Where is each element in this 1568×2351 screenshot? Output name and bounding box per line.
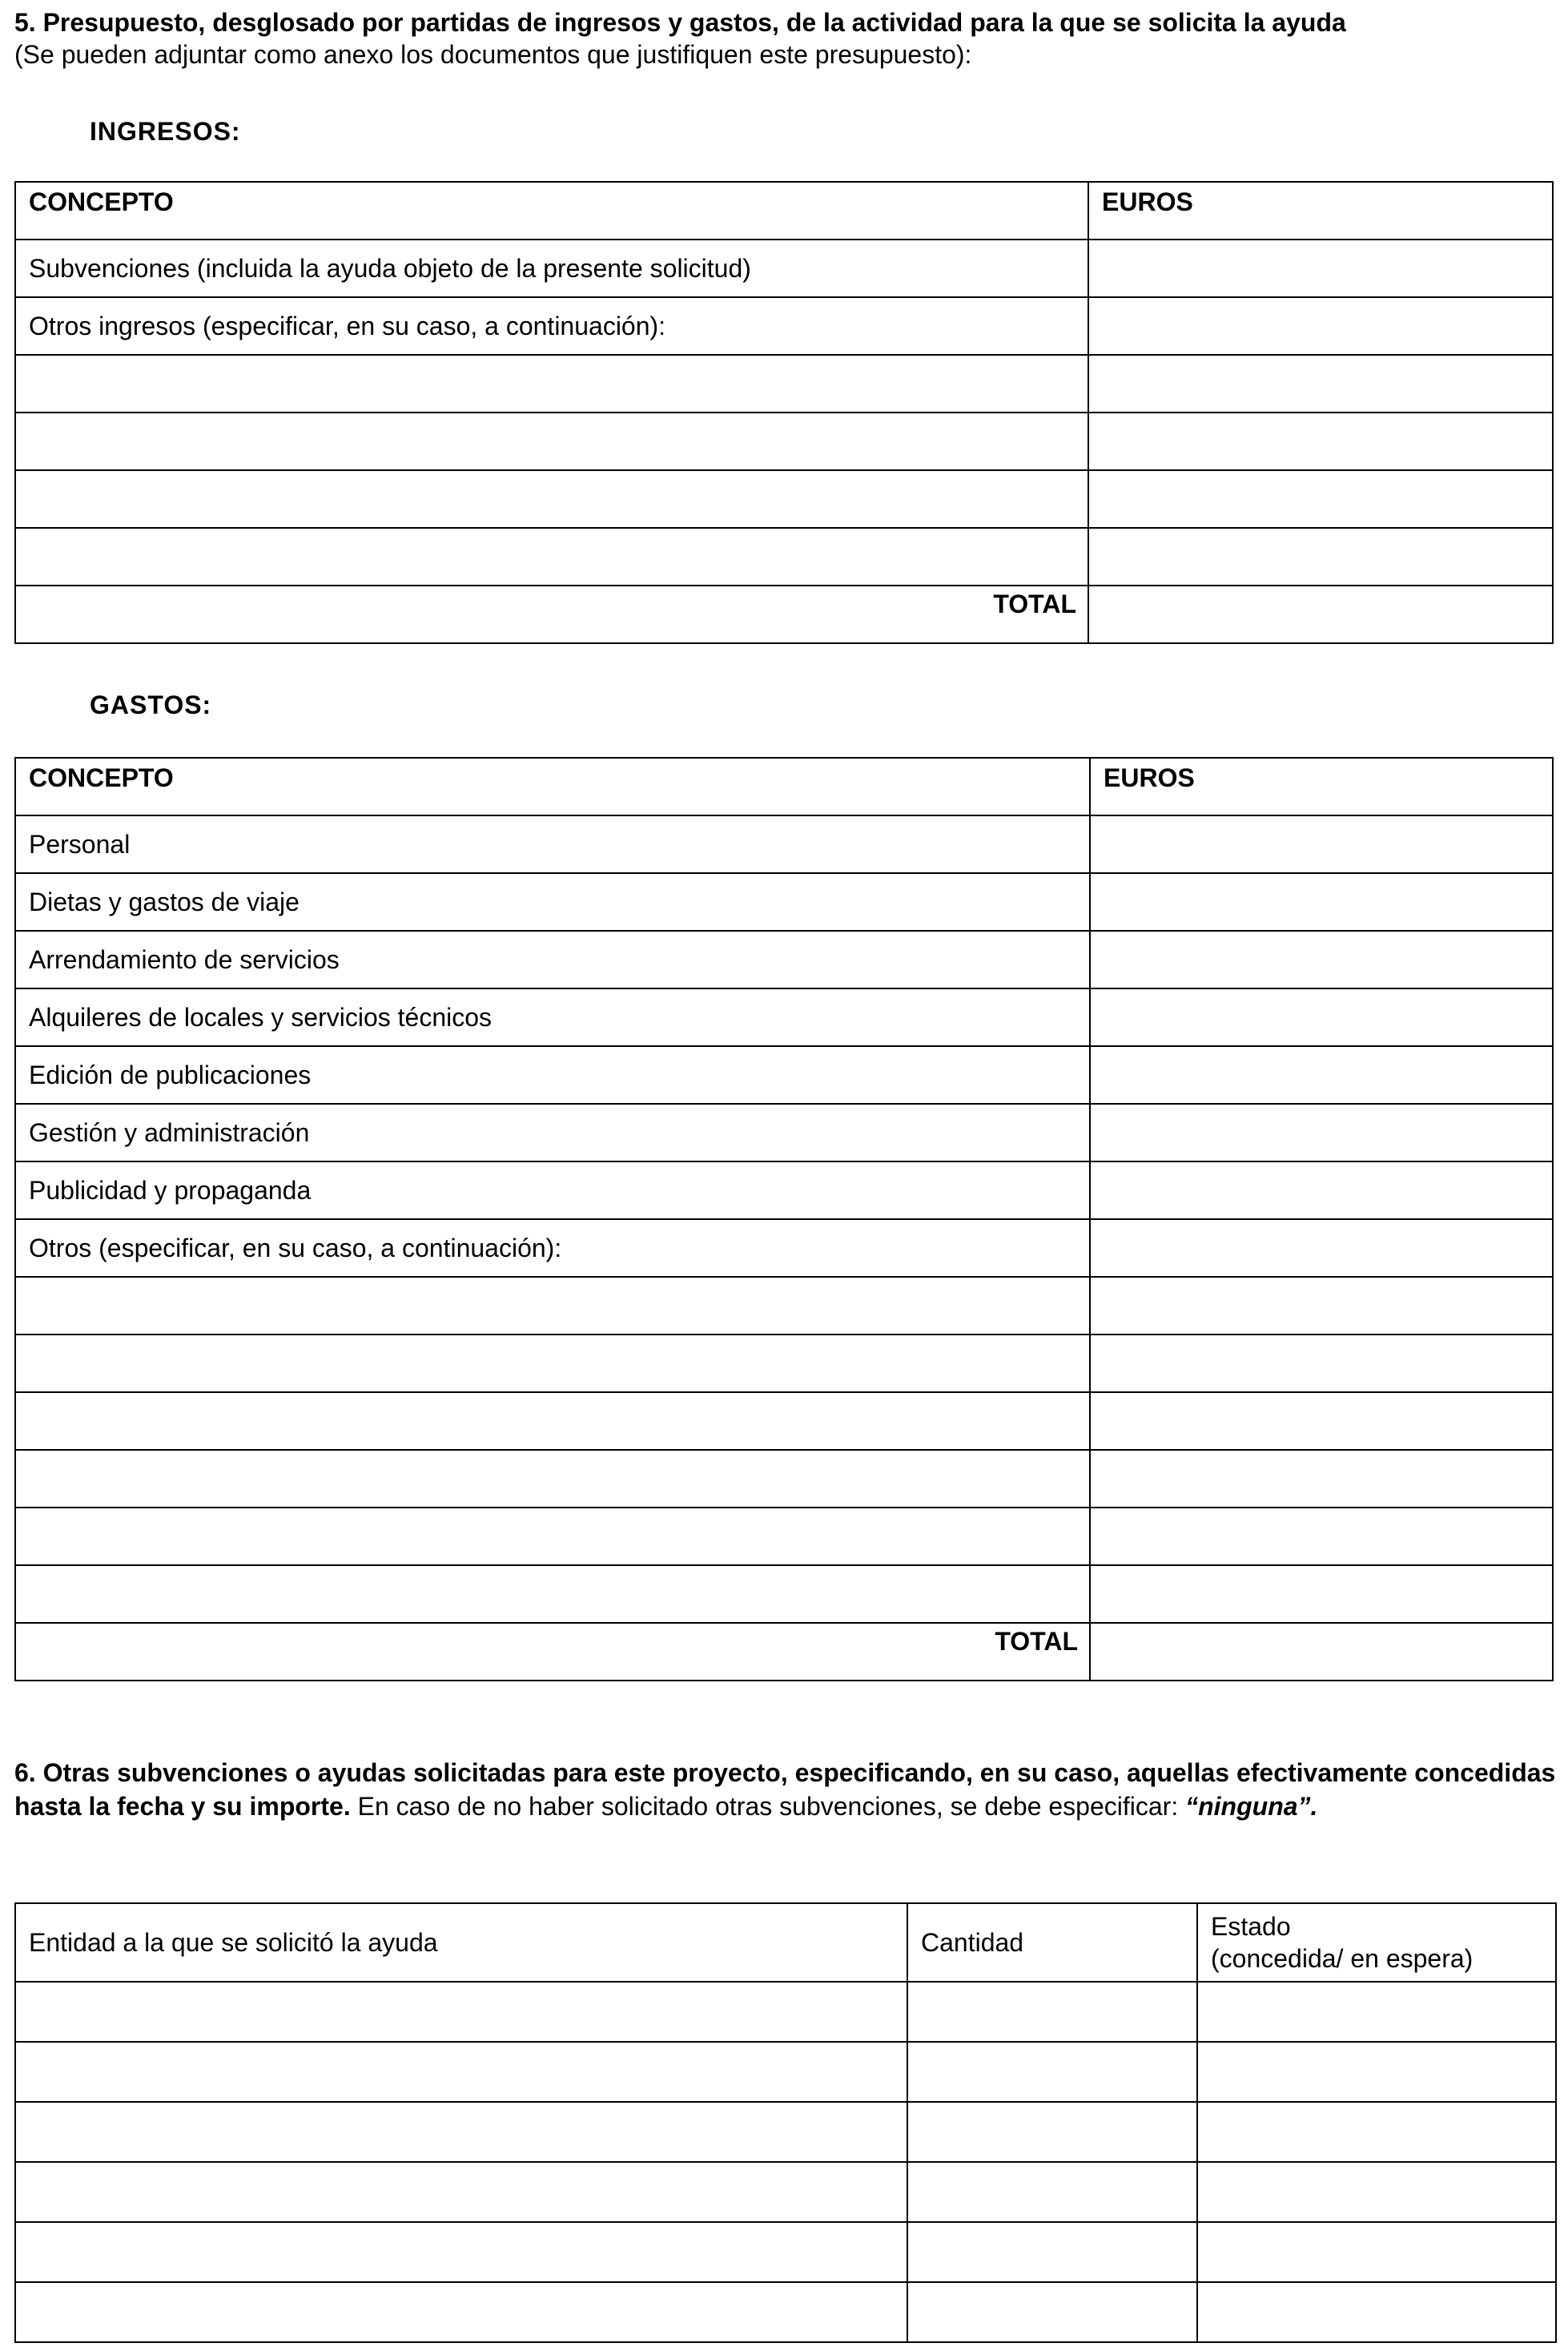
euros-input-cell[interactable] <box>1088 355 1553 413</box>
section-6-heading <box>14 1756 1560 1823</box>
section-6-example: “ninguna”. <box>1185 1792 1318 1821</box>
concept-input-cell[interactable] <box>15 1450 1090 1508</box>
column-header-euros: EUROS <box>1088 182 1553 240</box>
table-row <box>15 2042 1556 2102</box>
status-input-cell[interactable] <box>1197 2222 1556 2282</box>
euros-input-cell[interactable] <box>1088 413 1553 470</box>
estado-line-2: (concedida/ en espera) <box>1211 1944 1474 1973</box>
concept-input-cell[interactable] <box>15 470 1088 528</box>
table-row <box>15 470 1553 528</box>
euros-input-cell[interactable] <box>1090 1161 1553 1219</box>
concept-input-cell[interactable] <box>15 1335 1090 1392</box>
status-input-cell[interactable] <box>1197 1982 1556 2042</box>
euros-input-cell[interactable] <box>1088 240 1553 297</box>
total-label: TOTAL <box>15 586 1088 643</box>
section-6-title: 6. Otras subvenciones o ayudas solicitadas para este proyecto, especificando, en su caso, aquellas efectivamente concedidas hasta la fecha y su importe. <box>14 1758 1556 1821</box>
table-row <box>15 1277 1553 1335</box>
table-row <box>15 815 1553 873</box>
euros-input-cell[interactable] <box>1090 1104 1553 1161</box>
table-row <box>15 1565 1553 1623</box>
table-row <box>15 2282 1556 2342</box>
entity-input-cell[interactable] <box>15 1982 907 2042</box>
concept-cell: Gestión y administración <box>15 1104 1090 1161</box>
section-6-instruction: En caso de no haber solicitado otras subvenciones, se debe especificar <box>350 1792 1172 1821</box>
concept-input-cell[interactable] <box>15 413 1088 470</box>
concept-cell: Subvenciones (incluida la ayuda objeto de la presente solicitud) <box>15 240 1088 297</box>
table-row <box>15 1046 1553 1104</box>
table-row <box>15 2162 1556 2222</box>
amount-input-cell[interactable] <box>907 2162 1197 2222</box>
concept-cell: Otros (especificar, en su caso, a continuación): <box>15 1219 1090 1277</box>
table-row <box>15 1104 1553 1161</box>
concept-cell: Dietas y gastos de viaje <box>15 873 1090 931</box>
table-row <box>15 355 1553 413</box>
euros-input-cell[interactable] <box>1090 1565 1553 1623</box>
status-input-cell[interactable] <box>1197 2042 1556 2102</box>
gastos-table <box>14 757 1554 1681</box>
concept-input-cell[interactable] <box>15 1508 1090 1565</box>
table-row <box>15 2222 1556 2282</box>
entity-input-cell[interactable] <box>15 2282 907 2342</box>
total-row <box>15 586 1553 643</box>
status-input-cell[interactable] <box>1197 2282 1556 2342</box>
concept-input-cell[interactable] <box>15 528 1088 586</box>
section-5-note: (Se pueden adjuntar como anexo los documentos que justifiquen este presupuesto): <box>14 40 972 69</box>
concept-input-cell[interactable] <box>15 1392 1090 1450</box>
amount-input-cell[interactable] <box>907 2042 1197 2102</box>
table-row <box>15 240 1553 297</box>
ingresos-table <box>14 181 1554 644</box>
table-header-row <box>15 1903 1556 1982</box>
column-header-concepto: CONCEPTO <box>15 758 1090 815</box>
euros-input-cell[interactable] <box>1090 1392 1553 1450</box>
table-row <box>15 2102 1556 2162</box>
otras-ayudas-table <box>14 1902 1557 2343</box>
table-row <box>15 1161 1553 1219</box>
euros-input-cell[interactable] <box>1088 528 1553 586</box>
table-header-row <box>15 182 1553 240</box>
concept-cell: Edición de publicaciones <box>15 1046 1090 1104</box>
euros-input-cell[interactable] <box>1090 1277 1553 1335</box>
euros-input-cell[interactable] <box>1090 931 1553 988</box>
amount-input-cell[interactable] <box>907 2222 1197 2282</box>
section-6-colon: : <box>1171 1792 1186 1821</box>
table-row <box>15 988 1553 1046</box>
total-label: TOTAL <box>15 1623 1090 1681</box>
concept-cell: Publicidad y propaganda <box>15 1161 1090 1219</box>
total-row <box>15 1623 1553 1681</box>
euros-input-cell[interactable] <box>1090 1450 1553 1508</box>
table-row <box>15 873 1553 931</box>
ingresos-label: INGRESOS: <box>90 117 241 146</box>
column-header-estado <box>1197 1903 1556 1982</box>
euros-input-cell[interactable] <box>1090 988 1553 1046</box>
table-row <box>15 1450 1553 1508</box>
gastos-label: GASTOS: <box>90 690 212 719</box>
table-row <box>15 1219 1553 1277</box>
amount-input-cell[interactable] <box>907 2282 1197 2342</box>
euros-input-cell[interactable] <box>1090 873 1553 931</box>
euros-input-cell[interactable] <box>1090 1335 1553 1392</box>
euros-input-cell[interactable] <box>1090 815 1553 873</box>
concept-input-cell[interactable] <box>15 1277 1090 1335</box>
entity-input-cell[interactable] <box>15 2222 907 2282</box>
column-header-euros: EUROS <box>1090 758 1553 815</box>
table-row <box>15 1335 1553 1392</box>
concept-cell: Personal <box>15 815 1090 873</box>
entity-input-cell[interactable] <box>15 2042 907 2102</box>
amount-input-cell[interactable] <box>907 2102 1197 2162</box>
table-row <box>15 931 1553 988</box>
euros-input-cell[interactable] <box>1090 1219 1553 1277</box>
concept-input-cell[interactable] <box>15 355 1088 413</box>
euros-input-cell[interactable] <box>1088 297 1553 355</box>
euros-input-cell[interactable] <box>1088 470 1553 528</box>
column-header-concepto: CONCEPTO <box>15 182 1088 240</box>
entity-input-cell[interactable] <box>15 2162 907 2222</box>
table-row <box>15 528 1553 586</box>
section-5-title: 5. Presupuesto, desglosado por partidas de ingresos y gastos, de la actividad para la que se solicita la ayuda <box>14 8 1346 37</box>
amount-input-cell[interactable] <box>907 1982 1197 2042</box>
euros-input-cell[interactable] <box>1090 1046 1553 1104</box>
table-row <box>15 297 1553 355</box>
column-header-entidad: Entidad a la que se solicitó la ayuda <box>15 1903 907 1982</box>
total-input-cell[interactable] <box>1090 1623 1553 1681</box>
table-row <box>15 413 1553 470</box>
euros-input-cell[interactable] <box>1090 1508 1553 1565</box>
concept-input-cell[interactable] <box>15 1565 1090 1623</box>
status-input-cell[interactable] <box>1197 2162 1556 2222</box>
column-header-cantidad: Cantidad <box>907 1903 1197 1982</box>
table-row <box>15 1392 1553 1450</box>
total-input-cell[interactable] <box>1088 586 1553 643</box>
estado-line-1: Estado <box>1211 1912 1291 1941</box>
concept-cell: Otros ingresos (especificar, en su caso, a continuación): <box>15 297 1088 355</box>
concept-cell: Arrendamiento de servicios <box>15 931 1090 988</box>
concept-cell: Alquileres de locales y servicios técnicos <box>15 988 1090 1046</box>
section-5-heading <box>14 6 1560 70</box>
table-row <box>15 1982 1556 2042</box>
status-input-cell[interactable] <box>1197 2102 1556 2162</box>
table-row <box>15 1508 1553 1565</box>
table-header-row <box>15 758 1553 815</box>
entity-input-cell[interactable] <box>15 2102 907 2162</box>
